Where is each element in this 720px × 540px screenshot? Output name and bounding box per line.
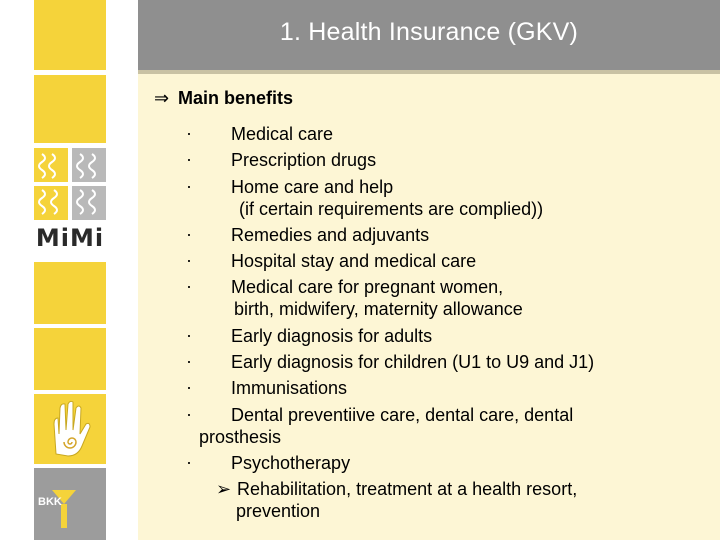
list-item-continuation: birth, midwifery, maternity allowance [234, 299, 523, 319]
list-item: Early diagnosis for children (U1 to U9 and J1) [231, 352, 595, 372]
list-item: Medical care for pregnant women, [231, 277, 504, 297]
yellow-tile-3 [34, 262, 106, 324]
list-item: Psychotherapy [231, 453, 351, 473]
yellow-tile-4 [34, 328, 106, 390]
bullet-icon: · [186, 351, 192, 371]
bullet-icon: · [186, 123, 192, 143]
list-item-continuation: prosthesis [199, 427, 282, 447]
section-heading: Main benefits [178, 88, 294, 108]
arrow-bullet-icon: ➢ [216, 479, 232, 499]
bullet-icon: · [186, 404, 192, 424]
list-item: Home care and help [231, 177, 394, 197]
list-item: Prescription drugs [231, 150, 377, 170]
list-item: Medical care [231, 124, 334, 144]
bullet-icon: · [186, 377, 192, 397]
mimi-logo-text: MiMi [35, 224, 105, 252]
bullet-icon: · [186, 325, 192, 345]
bullet-icon: · [186, 176, 192, 196]
left-decoration-column [0, 0, 138, 540]
bullet-icon: · [186, 452, 192, 472]
bullet-icon: · [186, 224, 192, 244]
sub-list-item: Rehabilitation, treatment at a health resort, [237, 479, 578, 499]
list-item: Hospital stay and medical care [231, 251, 477, 271]
list-item: Early diagnosis for adults [231, 326, 433, 346]
list-item: Remedies and adjuvants [231, 225, 430, 245]
bullet-icon: · [186, 149, 192, 169]
list-item: Immunisations [231, 378, 348, 398]
yellow-tile-top [34, 0, 106, 70]
page-title: 1. Health Insurance (GKV) [279, 18, 579, 46]
list-item: Dental preventiive care, dental care, dental [231, 405, 574, 425]
mimi-squiggle-icon [34, 148, 106, 222]
yellow-tile-2 [34, 75, 106, 143]
title-bar [138, 0, 720, 70]
sub-list-item-continuation: prevention [236, 501, 321, 521]
list-item-continuation: (if certain requirements are complied)) [239, 199, 544, 219]
hand-spiral-icon [34, 394, 106, 464]
bullet-icon: · [186, 250, 192, 270]
bkk-logo-text: BKK [38, 496, 62, 508]
bullet-icon: · [186, 276, 192, 296]
content-panel [138, 74, 720, 540]
heading-arrow-icon: ⇒ [154, 88, 170, 108]
